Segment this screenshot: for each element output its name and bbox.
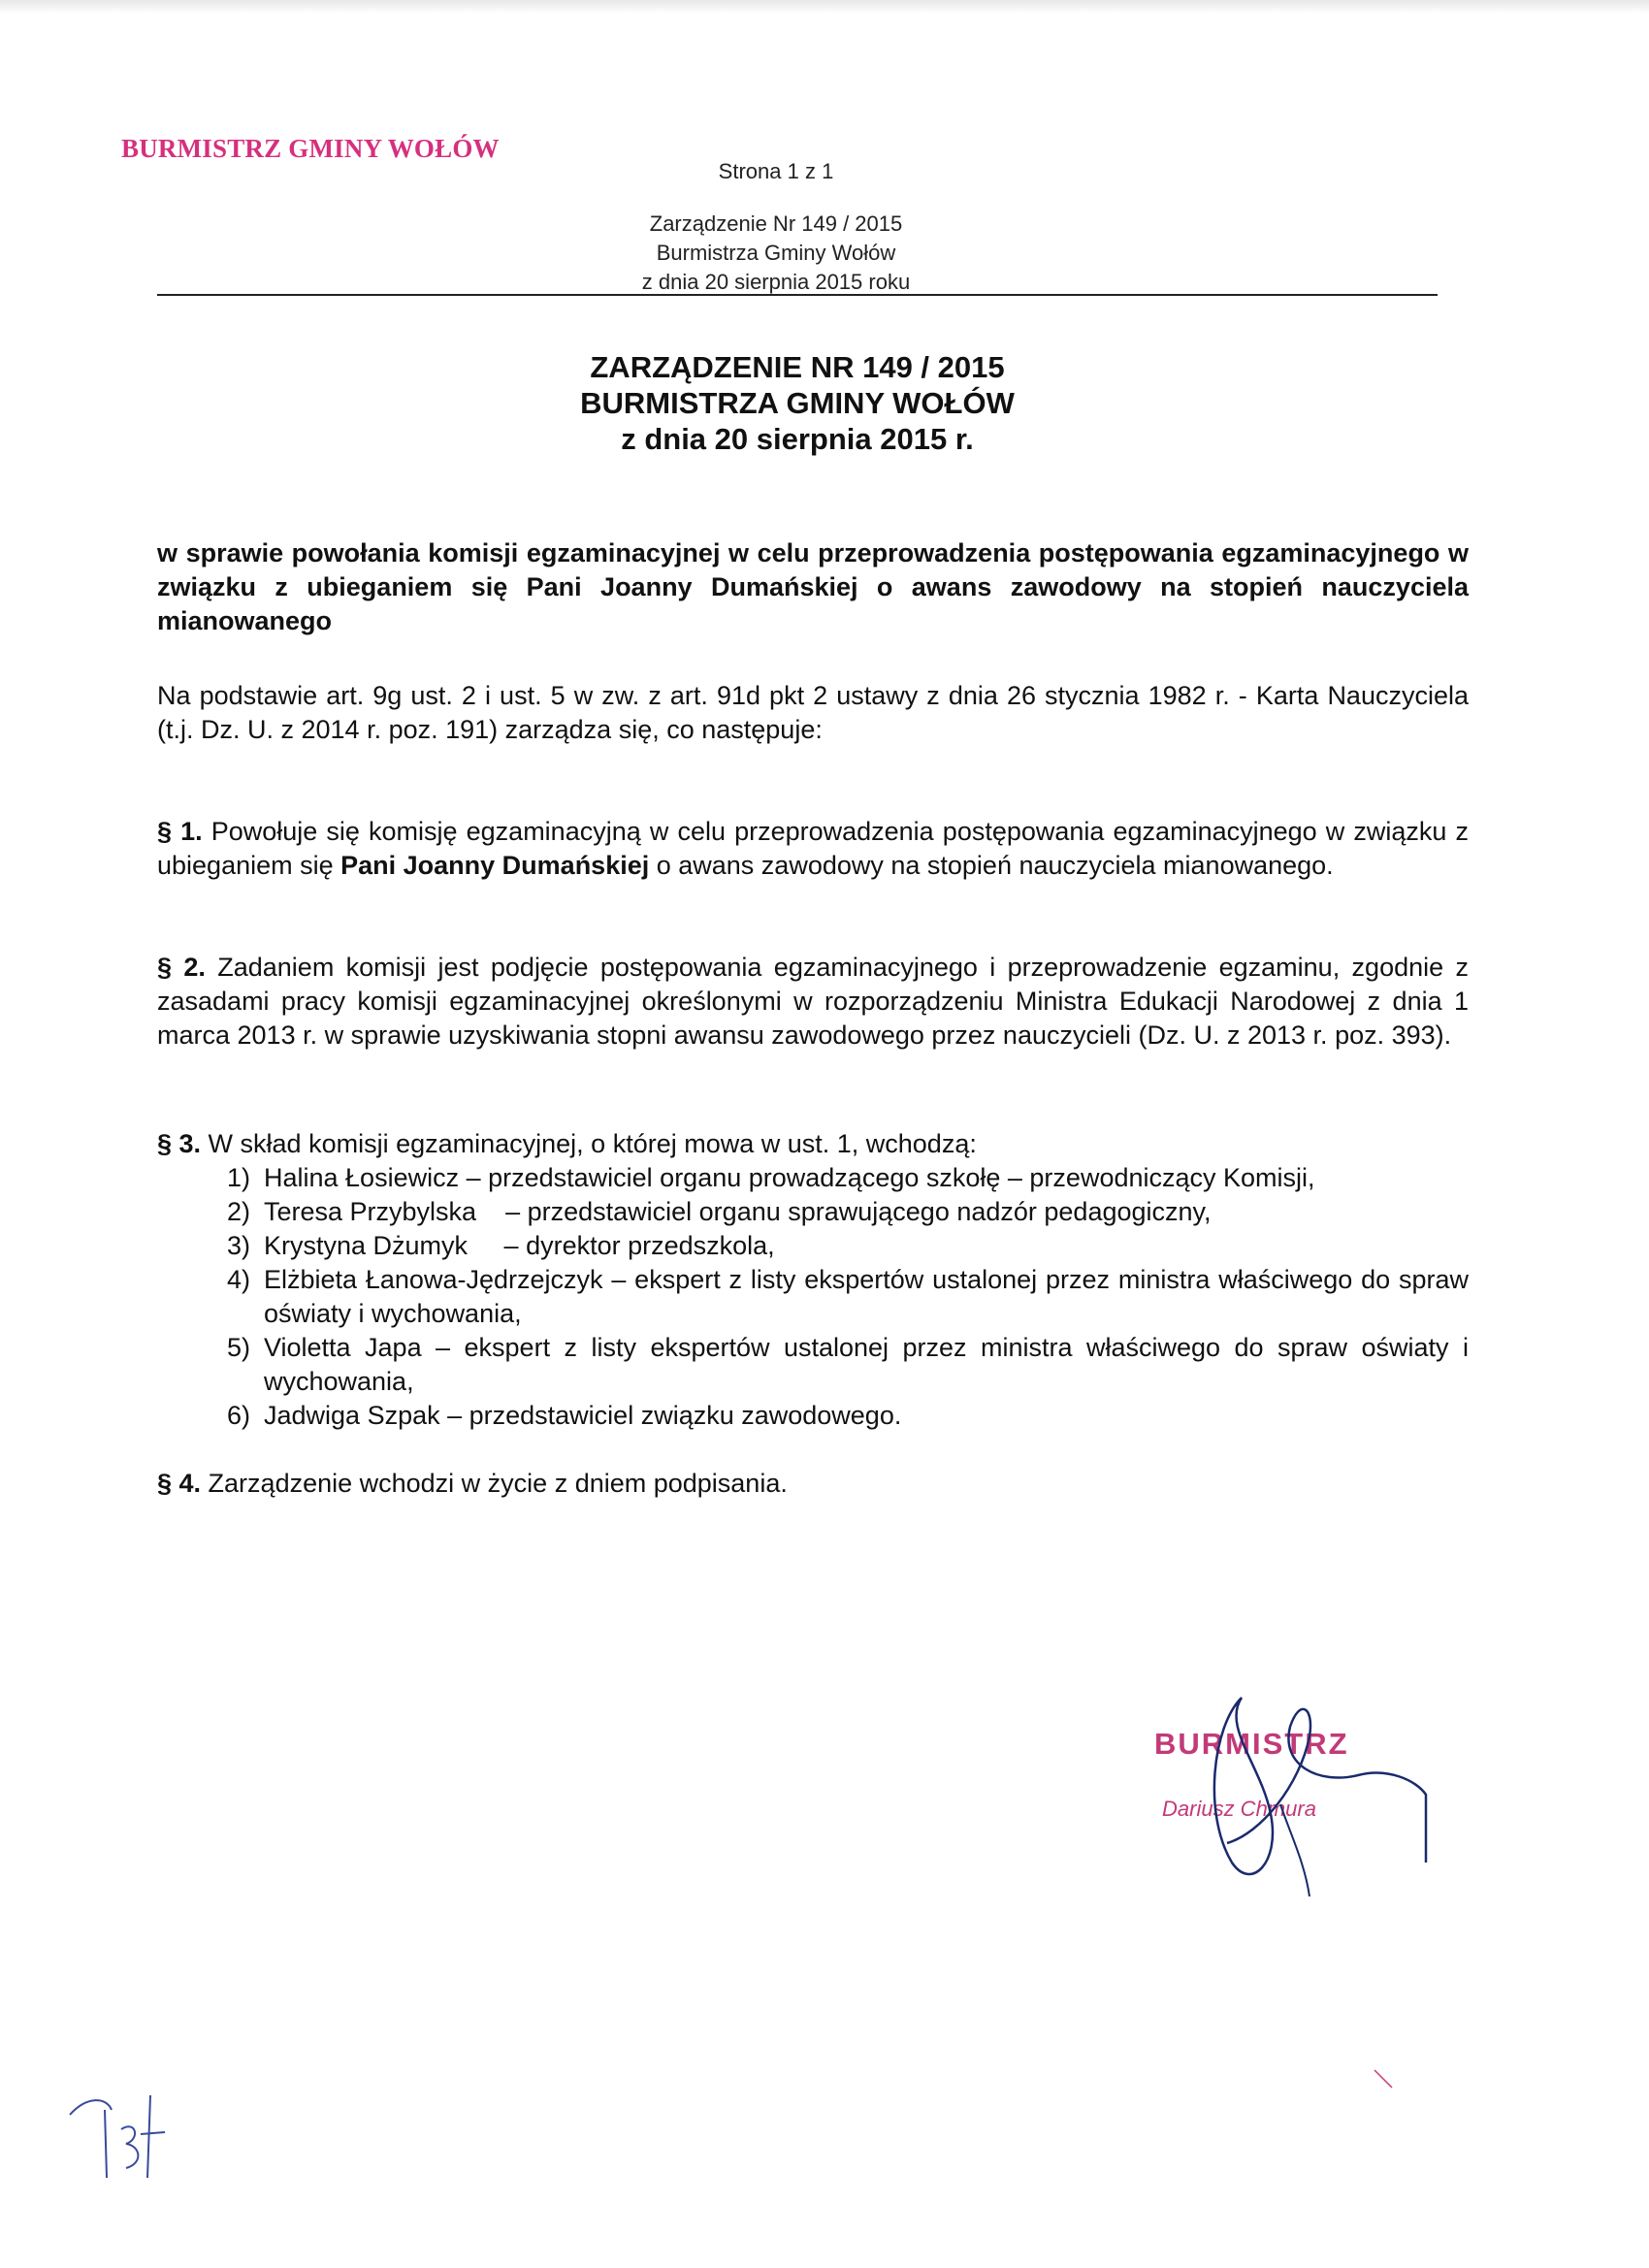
section-3 bbox=[157, 1127, 1469, 1161]
section-1-name: Pani Joanny Dumańskiej bbox=[340, 851, 650, 880]
section-3-label: § 3. bbox=[157, 1129, 202, 1158]
section-4 bbox=[157, 1467, 1469, 1501]
member-text: Halina Łosiewicz – przedstawiciel organu prowadzącego szkołę – przewodniczący Komisji, bbox=[264, 1163, 1315, 1192]
section-1-text-after: o awans zawodowy na stopień nauczyciela mianowanego. bbox=[649, 851, 1334, 880]
member-number: 1) bbox=[226, 1163, 250, 1192]
handwritten-signature bbox=[1135, 1669, 1436, 1901]
member-number: 6) bbox=[226, 1401, 250, 1430]
doc-ref-line-1: Zarządzenie Nr 149 / 2015 bbox=[649, 211, 903, 236]
document-header bbox=[582, 157, 970, 297]
list-item bbox=[157, 1399, 1469, 1433]
header-divider bbox=[157, 294, 1438, 296]
section-2-label: § 2. bbox=[157, 953, 206, 982]
scan-edge bbox=[0, 0, 1649, 14]
section-1-label: § 1. bbox=[157, 817, 203, 846]
member-text: Jadwiga Szpak – przedstawiciel związku zawodowego. bbox=[264, 1401, 902, 1430]
member-text: Teresa Przybylska – przedstawiciel organu sprawującego nadzór pedagogiczny, bbox=[264, 1197, 1212, 1226]
section-3-text: W skład komisji egzaminacyjnej, o której mowa w ust. 1, wchodzą: bbox=[201, 1129, 977, 1158]
member-text: Elżbieta Łanowa-Jędrzejczyk – ekspert z listy ekspertów ustalonej przez ministra właściwego do spraw oświaty i wychowania, bbox=[264, 1265, 1469, 1328]
committee-members bbox=[157, 1161, 1469, 1433]
page-number: Strona 1 z 1 bbox=[718, 159, 834, 183]
doc-ref-line-2: Burmistrza Gminy Wołów bbox=[656, 241, 896, 265]
document-subject: w sprawie powołania komisji egzaminacyjnej w celu przeprowadzenia postępowania egzaminacyjnego w związku z ubieganiem się Pani Joanny Dumańskiej o awans zawodowy na stopień nauczyciela mianowanego bbox=[157, 538, 1469, 635]
section-4-label: § 4. bbox=[157, 1469, 202, 1498]
section-4-text: Zarządzenie wchodzi w życie z dniem podpisania. bbox=[201, 1469, 788, 1498]
list-item bbox=[157, 1161, 1469, 1195]
section-2 bbox=[157, 951, 1469, 1053]
member-text: Krystyna Dżumyk – dyrektor przedszkola, bbox=[264, 1231, 775, 1260]
list-item bbox=[157, 1263, 1469, 1331]
section-1 bbox=[157, 815, 1469, 883]
document-title bbox=[157, 349, 1438, 457]
section-2-text: Zadaniem komisji jest podjęcie postępowania egzaminacyjnego i przeprowadzenie egzaminu, zgodnie z zasadami pracy komisji egzaminacyjnej określonymi w rozporządzeniu Ministra Edukacji Narodowej z dnia 1 marca 2013 r. w sprawie uzyskiwania stopni awansu zawodowego przez nauczycieli (Dz. U. z 2013 r. poz. 393). bbox=[157, 953, 1469, 1050]
member-text: Violetta Japa – ekspert z listy ekspertów ustalonej przez ministra właściwego do spraw oświaty i wychowania, bbox=[264, 1333, 1469, 1396]
member-number: 5) bbox=[226, 1333, 250, 1362]
doc-ref-line-3: z dnia 20 sierpnia 2015 roku bbox=[641, 270, 911, 294]
section-1-text-before: Powołuje się komisję egzaminacyjną w celu przeprowadzenia postępowania egzaminacyjnego w związku z ubieganiem się bbox=[157, 817, 1469, 880]
title-line-1: ZARZĄDZENIE NR 149 / 2015 bbox=[590, 350, 1005, 384]
member-number: 4) bbox=[226, 1265, 250, 1294]
member-number: 2) bbox=[226, 1197, 250, 1226]
pen-tick-mark bbox=[1373, 2066, 1402, 2095]
list-item bbox=[157, 1195, 1469, 1229]
list-item bbox=[157, 1229, 1469, 1263]
office-stamp: BURMISTRZ GMINY WOŁÓW bbox=[121, 134, 500, 163]
signature-stamp-name: Dariusz Chmura bbox=[1162, 1797, 1316, 1821]
title-line-3: z dnia 20 sierpnia 2015 r. bbox=[621, 422, 974, 456]
title-line-2: BURMISTRZA GMINY WOŁÓW bbox=[580, 386, 1015, 420]
signature-stamp bbox=[1135, 1707, 1436, 1863]
signature-stamp-title: BURMISTRZ bbox=[1154, 1727, 1349, 1761]
list-item bbox=[157, 1331, 1469, 1399]
handwritten-initials bbox=[68, 2086, 184, 2183]
member-number: 3) bbox=[226, 1231, 250, 1260]
legal-basis: Na podstawie art. 9g ust. 2 i ust. 5 w zw. z art. 91d pkt 2 ustawy z dnia 26 stycznia 1982 r. - Karta Nauczyciela (t.j. Dz. U. z 2014 r. poz. 191) zarządza się, co następuje: bbox=[157, 681, 1469, 744]
